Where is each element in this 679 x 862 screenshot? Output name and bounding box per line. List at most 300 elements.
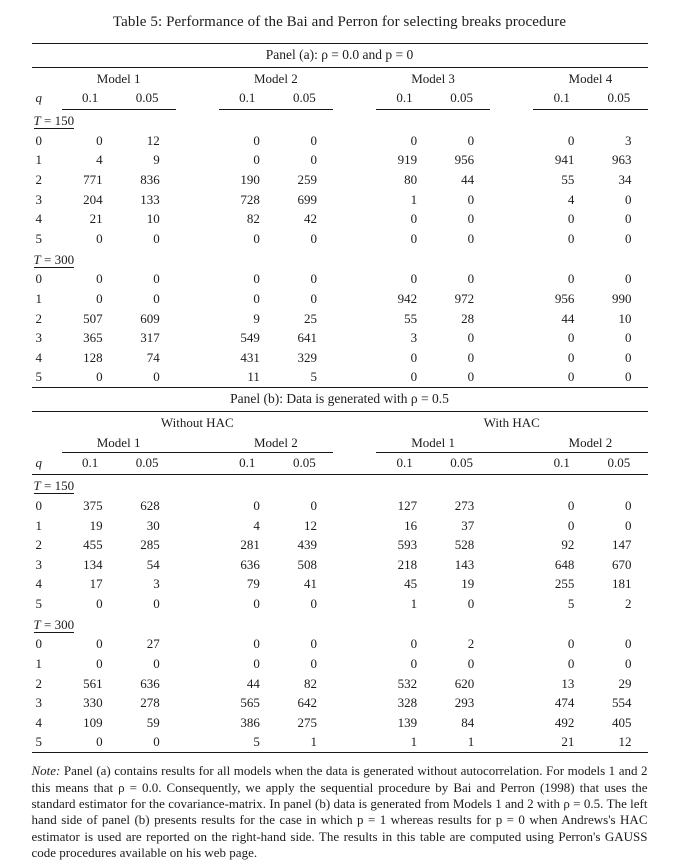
cell-value: 204 (83, 191, 103, 207)
cell-value: 4 (96, 152, 103, 168)
cell-value: 9 (153, 152, 160, 168)
data-row (32, 555, 648, 575)
column-gap (176, 328, 219, 348)
q-value: 5 (35, 734, 42, 750)
cell-value: 19 (461, 576, 475, 592)
data-row (32, 270, 648, 290)
cell-value: 0 (153, 271, 160, 287)
cell-value: 16 (404, 517, 418, 533)
cell-value: 0 (310, 152, 317, 168)
cell-value: 0 (467, 230, 475, 246)
q-value: 3 (35, 191, 42, 207)
data-row (32, 516, 648, 536)
column-gap (333, 88, 376, 110)
cell-value: 255 (554, 576, 575, 592)
cell-value: 0 (253, 636, 260, 652)
cell-value: 956 (454, 152, 475, 168)
cell-value: 963 (612, 152, 632, 168)
cell-value: 29 (618, 675, 632, 691)
cell-value: 365 (83, 330, 103, 346)
cell-value: 0 (467, 330, 475, 346)
model-header-row (32, 68, 648, 88)
column-gap (490, 674, 533, 694)
cell-value: 3 (625, 132, 632, 148)
cell-value: 82 (246, 211, 260, 227)
q-value: 2 (35, 537, 42, 553)
column-gap (333, 496, 376, 516)
cell-value: 0 (410, 636, 418, 652)
cell-value: 0 (153, 595, 160, 611)
column-gap (176, 170, 219, 190)
t-section-label: T = 300 (33, 251, 75, 267)
column-gap (490, 190, 533, 210)
cell-value: 628 (140, 497, 160, 513)
column-gap (176, 190, 219, 210)
cell-value: 0 (410, 271, 418, 287)
column-gap (490, 654, 533, 674)
cell-value: 55 (561, 171, 575, 187)
cell-value: 128 (83, 349, 103, 365)
cell-value: 1 (310, 734, 317, 750)
column-gap (176, 270, 219, 290)
data-row (32, 309, 648, 329)
column-gap (176, 575, 219, 595)
cell-value: 44 (246, 675, 260, 691)
t-section-label: T = 150 (33, 113, 75, 128)
cell-value: 5 (567, 595, 575, 611)
cell-value: 0 (253, 152, 260, 168)
cell-value: 259 (297, 171, 317, 187)
model-4-header: Model 4 (568, 71, 613, 86)
column-gap (176, 654, 219, 674)
cell-value: 0 (625, 517, 632, 533)
data-row (32, 693, 648, 713)
data-row (32, 151, 648, 171)
cell-value: 109 (83, 714, 103, 730)
model-1-header: Model 1 (376, 432, 490, 453)
table-container (32, 43, 648, 753)
alpha-header: 0.05 (590, 453, 647, 475)
column-gap (333, 516, 376, 536)
data-row (32, 535, 648, 555)
column-gap (333, 151, 376, 171)
column-gap (176, 555, 219, 575)
cell-value: 699 (297, 191, 317, 207)
column-gap (176, 635, 219, 655)
cell-value: 293 (454, 695, 475, 711)
cell-value: 0 (410, 656, 418, 672)
section-label-row (32, 249, 648, 270)
cell-value: 0 (567, 636, 575, 652)
cell-value: 317 (140, 330, 160, 346)
cell-value: 2 (467, 636, 475, 652)
cell-value: 431 (240, 349, 260, 365)
cell-value: 670 (612, 556, 632, 572)
cell-value: 0 (310, 132, 317, 148)
cell-value: 0 (625, 330, 632, 346)
cell-value: 25 (303, 310, 317, 326)
column-gap (490, 594, 533, 614)
cell-value: 44 (461, 171, 475, 187)
cell-value: 636 (140, 675, 160, 691)
model-1-header: Model 1 (96, 71, 141, 86)
column-gap (490, 368, 533, 388)
column-gap (333, 674, 376, 694)
column-gap (490, 733, 533, 753)
cell-value: 1 (410, 191, 418, 207)
alpha-header: 0.1 (62, 453, 119, 475)
cell-value: 474 (554, 695, 575, 711)
cell-value: 5 (310, 369, 317, 385)
q-value: 1 (35, 517, 42, 533)
alpha-header-row (32, 88, 648, 110)
column-gap (490, 289, 533, 309)
cell-value: 771 (83, 171, 103, 187)
section-label-row (32, 614, 648, 635)
cell-value: 285 (140, 537, 160, 553)
cell-value: 648 (554, 556, 575, 572)
cell-value: 3 (410, 330, 418, 346)
cell-value: 41 (303, 576, 317, 592)
cell-value: 942 (397, 290, 418, 306)
cell-value: 59 (146, 714, 160, 730)
cell-value: 134 (83, 556, 103, 572)
column-gap (176, 432, 219, 453)
column-gap (176, 713, 219, 733)
alpha-header: 0.1 (219, 88, 276, 110)
column-gap (333, 654, 376, 674)
cell-value: 0 (153, 230, 160, 246)
cell-value: 492 (554, 714, 575, 730)
column-gap (490, 575, 533, 595)
column-gap (333, 270, 376, 290)
alpha-header: 0.05 (119, 88, 176, 110)
cell-value: 620 (454, 675, 475, 691)
cell-value: 507 (83, 310, 103, 326)
model-2-header: Model 2 (533, 432, 647, 453)
cell-value: 0 (567, 271, 575, 287)
note-prefix: Note: (31, 763, 61, 779)
column-gap (176, 309, 219, 329)
column-gap (333, 348, 376, 368)
q-column-header: q (32, 453, 62, 475)
alpha-header: 0.1 (219, 453, 276, 475)
cell-value: 549 (240, 330, 260, 346)
cell-value: 74 (146, 349, 160, 365)
cell-value: 190 (240, 171, 260, 187)
cell-value: 139 (397, 714, 418, 730)
cell-value: 532 (397, 675, 418, 691)
column-gap (490, 209, 533, 229)
q-value: 4 (35, 211, 42, 227)
corner-cell (32, 412, 62, 432)
q-value: 3 (35, 556, 42, 572)
cell-value: 34 (618, 171, 632, 187)
column-gap (176, 68, 219, 88)
column-gap (176, 209, 219, 229)
q-value: 5 (35, 230, 42, 246)
cell-value: 836 (140, 171, 160, 187)
column-gap (333, 635, 376, 655)
column-gap (490, 229, 533, 249)
column-gap (176, 348, 219, 368)
column-gap (333, 190, 376, 210)
cell-value: 565 (240, 695, 260, 711)
column-gap (333, 432, 376, 453)
cell-value: 0 (96, 230, 103, 246)
alpha-header: 0.05 (433, 453, 490, 475)
cell-value: 4 (567, 191, 575, 207)
q-value: 0 (35, 271, 42, 287)
column-gap (333, 594, 376, 614)
cell-value: 4 (253, 517, 260, 533)
column-gap (333, 693, 376, 713)
cell-value: 147 (612, 537, 632, 553)
cell-value: 9 (253, 310, 260, 326)
cell-value: 0 (410, 349, 418, 365)
alpha-header: 0.05 (276, 453, 333, 475)
cell-value: 0 (310, 271, 317, 287)
without-hac-header: Without HAC (160, 415, 234, 431)
model-header-row (32, 432, 648, 453)
column-gap (490, 516, 533, 536)
cell-value: 0 (253, 656, 260, 672)
column-gap (176, 693, 219, 713)
cell-value: 2 (625, 595, 632, 611)
cell-value: 0 (310, 656, 317, 672)
q-value: 1 (35, 152, 42, 168)
cell-value: 0 (625, 497, 632, 513)
column-gap (490, 170, 533, 190)
column-gap (176, 229, 219, 249)
q-column-header: q (35, 90, 42, 106)
model-2-header: Model 2 (254, 71, 298, 86)
data-row (32, 229, 648, 249)
cell-value: 0 (625, 191, 632, 207)
cell-value: 12 (146, 132, 160, 148)
cell-value: 0 (153, 369, 160, 385)
model-2-header: Model 2 (219, 432, 333, 453)
q-value: 4 (35, 349, 42, 365)
column-gap (333, 555, 376, 575)
cell-value: 609 (140, 310, 160, 326)
cell-value: 17 (89, 576, 103, 592)
alpha-header: 0.1 (62, 88, 119, 110)
column-gap (490, 270, 533, 290)
column-gap (176, 88, 219, 110)
column-gap (490, 635, 533, 655)
column-gap (333, 170, 376, 190)
q-value: 2 (35, 171, 42, 187)
cell-value: 956 (554, 290, 575, 306)
column-gap (333, 453, 376, 475)
alpha-header: 0.05 (119, 453, 176, 475)
column-gap (176, 131, 219, 151)
cell-value: 386 (240, 714, 260, 730)
cell-value: 82 (303, 675, 317, 691)
q-value: 5 (35, 595, 42, 611)
cell-value: 0 (625, 230, 632, 246)
cell-value: 80 (404, 171, 418, 187)
cell-value: 1 (410, 595, 418, 611)
cell-value: 0 (310, 497, 317, 513)
panel-b-bottom-rule (32, 752, 648, 753)
cell-value: 218 (397, 556, 418, 572)
alpha-header-row (32, 453, 648, 475)
q-value: 2 (35, 310, 42, 326)
cell-value: 0 (467, 211, 475, 227)
cell-value: 0 (567, 230, 575, 246)
column-gap (490, 432, 533, 453)
column-gap (333, 209, 376, 229)
cell-value: 330 (83, 695, 103, 711)
column-gap (176, 151, 219, 171)
column-gap (490, 693, 533, 713)
panel-b-table (32, 412, 648, 752)
cell-value: 55 (404, 310, 418, 326)
column-gap (490, 309, 533, 329)
cell-value: 593 (397, 537, 418, 553)
cell-value: 0 (96, 636, 103, 652)
cell-value: 79 (246, 576, 260, 592)
cell-value: 0 (96, 132, 103, 148)
cell-value: 0 (410, 211, 418, 227)
t-section-label: T = 300 (33, 616, 75, 632)
data-row (32, 575, 648, 595)
cell-value: 0 (467, 656, 475, 672)
cell-value: 0 (567, 369, 575, 385)
cell-value: 972 (454, 290, 475, 306)
cell-value: 0 (253, 271, 260, 287)
column-gap (176, 368, 219, 388)
q-value: 0 (35, 497, 42, 513)
cell-value: 0 (625, 369, 632, 385)
q-value: 0 (35, 636, 42, 652)
alpha-header: 0.1 (533, 453, 590, 475)
data-row (32, 733, 648, 753)
alpha-header: 0.05 (276, 88, 333, 110)
cell-value: 0 (467, 595, 475, 611)
cell-value: 0 (96, 271, 103, 287)
data-row (32, 713, 648, 733)
cell-value: 0 (96, 369, 103, 385)
column-gap (333, 412, 376, 432)
cell-value: 0 (467, 271, 475, 287)
cell-value: 181 (612, 576, 632, 592)
cell-value: 0 (310, 595, 317, 611)
data-row (32, 368, 648, 388)
cell-value: 27 (146, 636, 160, 652)
panel-b-header: Panel (b): Data is generated with ρ = 0.5 (230, 391, 449, 407)
cell-value: 439 (297, 537, 317, 553)
cell-value: 0 (567, 517, 575, 533)
cell-value: 328 (397, 695, 418, 711)
q-value: 1 (35, 290, 42, 306)
cell-value: 44 (561, 310, 575, 326)
column-gap (333, 535, 376, 555)
cell-value: 133 (140, 191, 160, 207)
q-value: 5 (35, 369, 42, 385)
column-gap (333, 68, 376, 88)
column-gap (333, 575, 376, 595)
column-gap (333, 713, 376, 733)
column-gap (333, 289, 376, 309)
cell-value: 405 (612, 714, 632, 730)
q-value: 1 (35, 656, 42, 672)
cell-value: 42 (303, 211, 317, 227)
cell-value: 329 (297, 349, 317, 365)
column-gap (490, 496, 533, 516)
cell-value: 0 (467, 369, 475, 385)
column-gap (490, 88, 533, 110)
cell-value: 28 (461, 310, 475, 326)
column-gap (490, 151, 533, 171)
column-gap (176, 453, 219, 475)
cell-value: 941 (554, 152, 575, 168)
cell-value: 0 (567, 132, 575, 148)
cell-value: 0 (96, 734, 103, 750)
column-gap (333, 229, 376, 249)
data-row (32, 348, 648, 368)
cell-value: 278 (140, 695, 160, 711)
cell-value: 275 (297, 714, 317, 730)
hac-header-row (32, 412, 648, 432)
cell-value: 0 (567, 330, 575, 346)
column-gap (490, 131, 533, 151)
alpha-header: 0.1 (376, 453, 433, 475)
cell-value: 0 (410, 132, 418, 148)
column-gap (176, 535, 219, 555)
column-gap (490, 535, 533, 555)
cell-value: 10 (618, 310, 632, 326)
cell-value: 0 (567, 349, 575, 365)
cell-value: 0 (410, 369, 418, 385)
cell-value: 0 (567, 211, 575, 227)
alpha-header: 0.1 (376, 88, 433, 110)
cell-value: 1 (410, 734, 418, 750)
cell-value: 0 (96, 290, 103, 306)
q-value: 4 (35, 714, 42, 730)
cell-value: 0 (467, 349, 475, 365)
column-gap (490, 348, 533, 368)
cell-value: 919 (397, 152, 418, 168)
cell-value: 21 (561, 734, 575, 750)
column-gap (490, 713, 533, 733)
column-gap (490, 555, 533, 575)
cell-value: 0 (253, 290, 260, 306)
column-gap (176, 733, 219, 753)
cell-value: 0 (253, 595, 260, 611)
cell-value: 92 (561, 537, 575, 553)
cell-value: 554 (612, 695, 632, 711)
column-gap (490, 68, 533, 88)
data-row (32, 170, 648, 190)
column-gap (176, 516, 219, 536)
cell-value: 30 (146, 517, 160, 533)
cell-value: 0 (310, 290, 317, 306)
cell-value: 12 (618, 734, 632, 750)
column-gap (490, 328, 533, 348)
note-body: Panel (a) contains results for all models when the data is generated without autocorrelation. For models 1 and 2 this means that ρ = 0.0. Consequently, we apply the sequential procedure by Bai and Perron (1998) that uses the standard estimator for the covariance-matrix. In panel (b) data is generated from Models 1 and 2 with ρ = 0.5. The left hand side of panel (b) presents results for the case in which p = 1 whereas results for p = 0 when Andrews's HAC estimator is used are reported on the right-hand side. The results in this table are computed using Perron's GAUSS code procedures available on his web page. (31, 763, 648, 861)
panel-a-table (32, 68, 648, 387)
cell-value: 0 (310, 636, 317, 652)
cell-value: 0 (567, 656, 575, 672)
panel-a-header: Panel (a): ρ = 0.0 and p = 0 (265, 47, 414, 62)
data-row (32, 654, 648, 674)
corner-cell (32, 432, 62, 453)
cell-value: 1 (467, 734, 475, 750)
cell-value: 54 (146, 556, 160, 572)
